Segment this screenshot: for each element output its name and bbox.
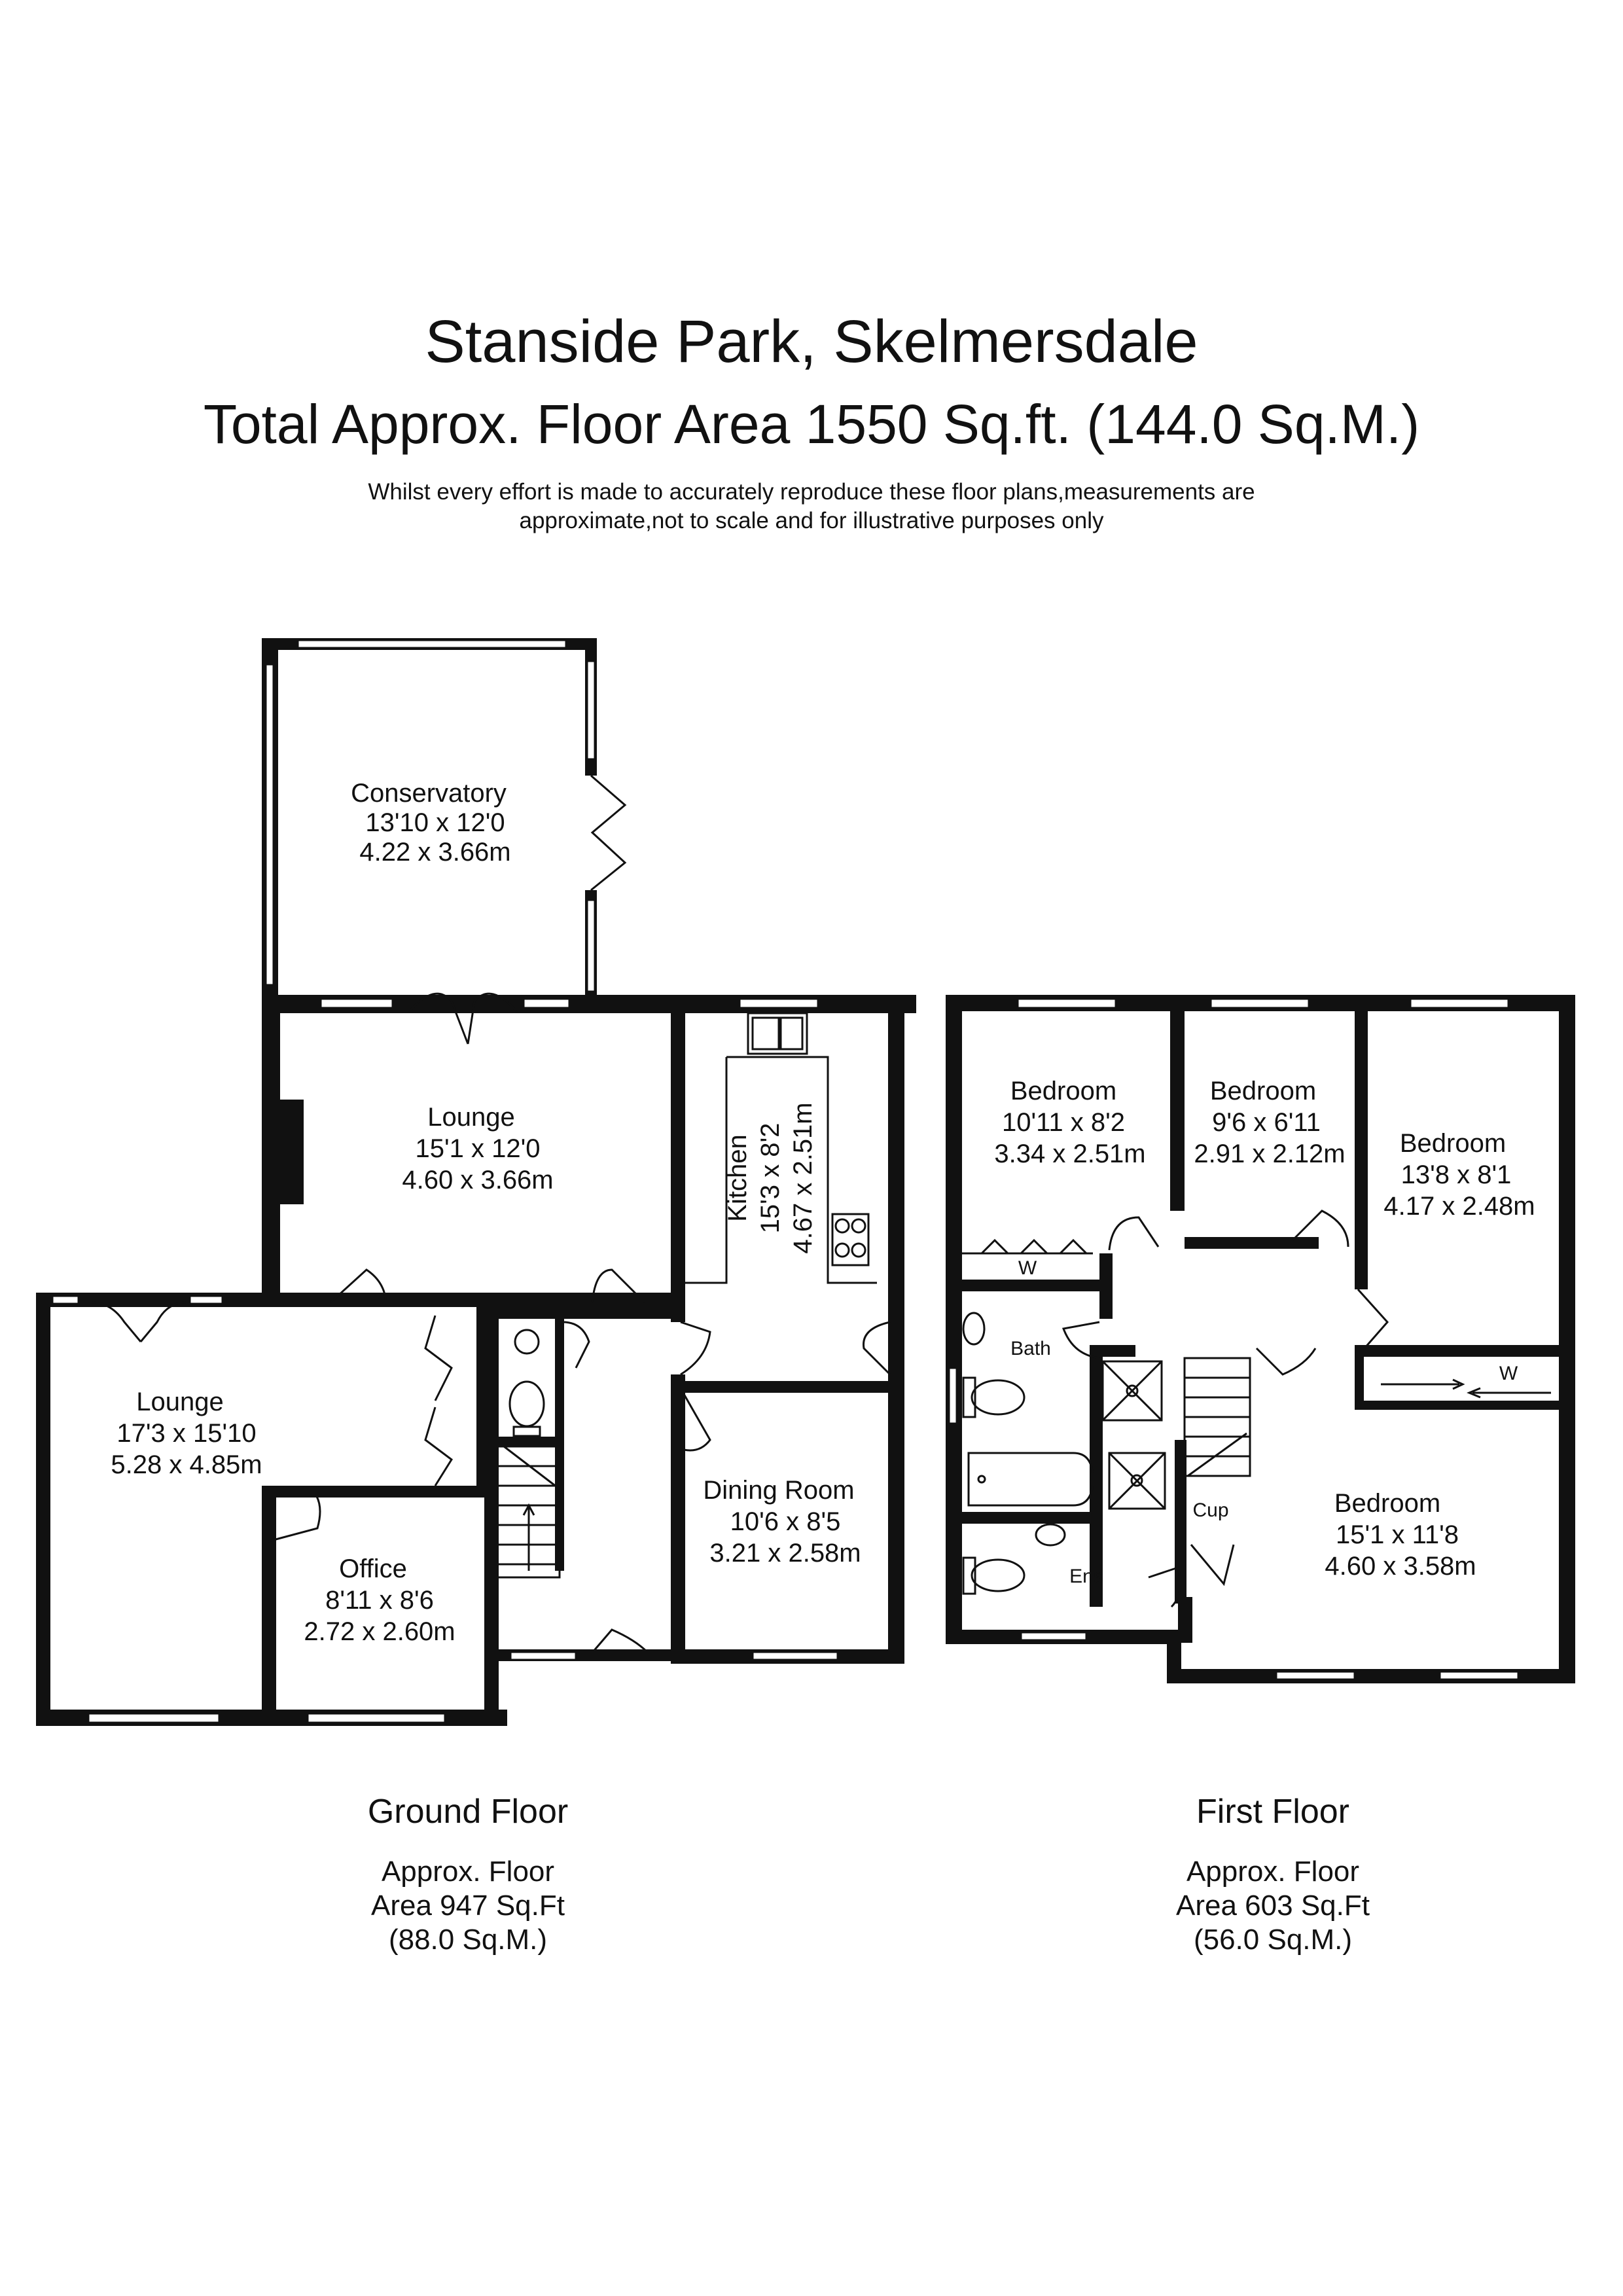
room-metric: 4.67 x 2.51m: [789, 1102, 817, 1254]
bed3-door: [1358, 1289, 1387, 1348]
ensuite-basin-icon: [1036, 1524, 1065, 1545]
room-name: Conservatory: [351, 779, 507, 808]
first-floor-caption: [1044, 1792, 1502, 1957]
room-name: Lounge: [136, 1388, 224, 1416]
ensuite-shower-icon: [1109, 1453, 1165, 1509]
total-floor-area: Total Approx. Floor Area 1550 Sq.ft. (144.0 Sq.M.): [203, 393, 1420, 455]
floor-area-line: (56.0 Sq.M.): [1193, 1924, 1353, 1956]
dining-door: [684, 1394, 710, 1450]
bath-basin-icon: [963, 1313, 984, 1344]
staircase-icon: [497, 1446, 560, 1577]
wardrobe-label: W: [1018, 1257, 1037, 1279]
room-metric: 5.28 x 4.85m: [111, 1450, 262, 1479]
room-label-lounge: [402, 1103, 553, 1194]
room-metric: 4.60 x 3.58m: [1325, 1552, 1476, 1581]
floor-area-line: Approx. Floor: [381, 1856, 555, 1888]
room-name: Kitchen: [723, 1134, 752, 1222]
wc-door: [563, 1322, 589, 1368]
room-name: Bedroom: [1010, 1077, 1117, 1105]
ensuite-toilet-icon: [963, 1558, 1024, 1594]
bed1-wardrobe: [962, 1240, 1093, 1253]
disclaimer-line-1: Whilst every effort is made to accurately reproduce these floor plans,measurements are: [368, 479, 1255, 505]
floor-area: [239, 1855, 697, 1957]
room-metric: 4.22 x 3.66m: [359, 838, 511, 867]
room-metric: 4.17 x 2.48m: [1383, 1192, 1535, 1221]
room-name: Lounge: [427, 1103, 515, 1132]
room-name: Bedroom: [1209, 1077, 1317, 1105]
room-label-bed2: [1194, 1077, 1345, 1168]
room-label-bed4: [1325, 1489, 1476, 1581]
bed1-door: [1109, 1217, 1158, 1250]
cup-door: [1191, 1545, 1234, 1584]
floor-area-line: Area 947 Sq.Ft: [371, 1890, 565, 1922]
room-imperial: 15'3 x 8'2: [756, 1122, 785, 1234]
room-label-bed3: [1383, 1129, 1535, 1221]
staircase-icon: [1185, 1358, 1250, 1476]
wc-toilet-icon: [510, 1330, 544, 1436]
room-label-office: [304, 1554, 455, 1646]
room-imperial: 17'3 x 15'10: [116, 1419, 257, 1448]
conservatory-side-door: [591, 776, 625, 890]
kitchen-door: [681, 1322, 890, 1374]
floor-area: [1044, 1855, 1502, 1957]
bath-tub-icon: [969, 1453, 1093, 1505]
room-imperial: 13'10 x 12'0: [365, 808, 505, 837]
cupboard-doors: [425, 1316, 452, 1486]
room-name: Bedroom: [1334, 1489, 1441, 1518]
room-imperial: 8'11 x 8'6: [325, 1586, 434, 1615]
lounge2-french-doors: [92, 1302, 187, 1342]
room-imperial: 10'11 x 8'2: [1001, 1108, 1126, 1137]
room-label-lounge2: [111, 1388, 262, 1479]
bath-toilet-icon: [963, 1378, 1024, 1417]
room-metric: 3.34 x 2.51m: [994, 1139, 1146, 1168]
room-imperial: 9'6 x 6'11: [1212, 1108, 1321, 1137]
hob-icon: [832, 1214, 868, 1265]
room-label-bed1: [994, 1077, 1145, 1168]
floor-area-line: Area 603 Sq.Ft: [1176, 1890, 1370, 1922]
ground-floor-caption: [239, 1792, 697, 1957]
room-metric: 2.72 x 2.60m: [304, 1617, 455, 1646]
room-imperial: 13'8 x 8'1: [1400, 1160, 1512, 1189]
page-title: Stanside Park, Skelmersdale: [425, 308, 1198, 375]
room-label-kitchen: [723, 1102, 817, 1253]
kitchen-sink-icon: [748, 1013, 807, 1054]
floor-name: First Floor: [1196, 1793, 1349, 1831]
room-label-conservatory: [351, 779, 511, 867]
room-metric: 3.21 x 2.58m: [709, 1539, 861, 1568]
room-label-dining: [703, 1476, 861, 1568]
bed4-door: [1257, 1348, 1315, 1374]
disclaimer-line-2: approximate,not to scale and for illustrative purposes only: [519, 508, 1104, 533]
kitchen-window: [740, 999, 818, 1008]
room-name: Dining Room: [703, 1476, 855, 1505]
floor-area-line: Approx. Floor: [1186, 1856, 1360, 1888]
dining-window: [753, 1652, 838, 1660]
bath-label: Bath: [1010, 1338, 1051, 1359]
hall-walls: [484, 1307, 684, 1725]
floor-name: Ground Floor: [367, 1793, 569, 1831]
room-imperial: 15'1 x 12'0: [415, 1134, 541, 1163]
cupboard-label: Cup: [1192, 1499, 1229, 1521]
ensuite-label: Ens: [1069, 1566, 1103, 1587]
room-metric: 4.60 x 3.66m: [402, 1166, 554, 1194]
floor-area-line: (88.0 Sq.M.): [388, 1924, 548, 1956]
shower-tray-icon: [1103, 1361, 1162, 1420]
room-imperial: 10'6 x 8'5: [730, 1507, 841, 1536]
wardrobe-label: W: [1499, 1363, 1518, 1384]
room-name: Bedroom: [1399, 1129, 1507, 1158]
room-metric: 2.91 x 2.12m: [1194, 1139, 1346, 1168]
room-name: Office: [339, 1554, 407, 1583]
hall-window: [510, 1652, 576, 1660]
lounge2-windows: [52, 1296, 445, 1723]
room-imperial: 15'1 x 11'8: [1335, 1520, 1459, 1549]
lounge-walls: [262, 995, 916, 1307]
front-door: [592, 1630, 648, 1653]
